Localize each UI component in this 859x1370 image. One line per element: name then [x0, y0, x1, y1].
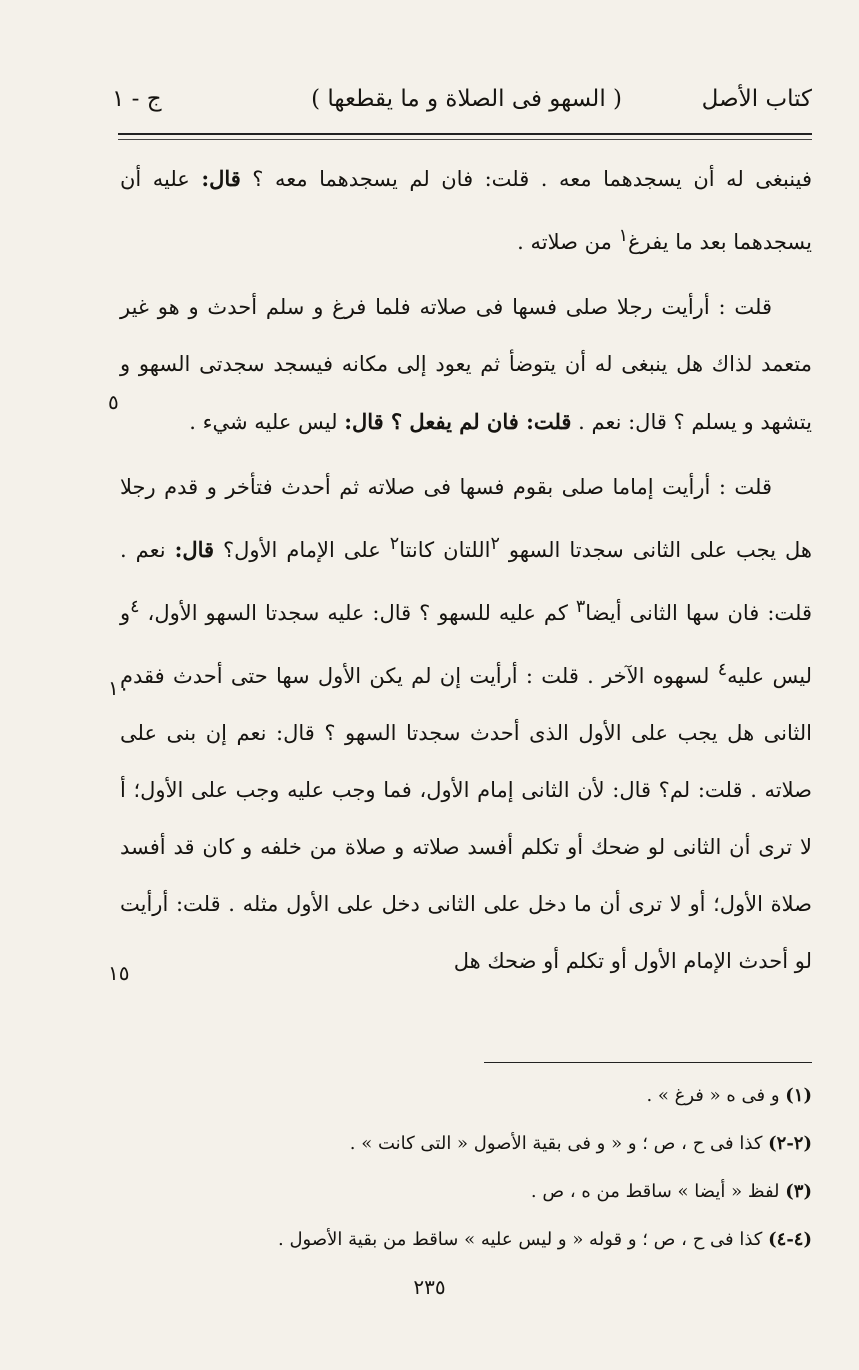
running-header: [112, 78, 812, 128]
footnote-ref: ٤: [717, 660, 728, 680]
footnote-rule: [484, 1062, 812, 1063]
paragraph-3: قلت : أرأيت إماما صلى بقوم فسها فى صلاته ثم أحدث فتأخر و قدم رجلا هل يجب على الثانى سجدتا السهو $^٢$اللتان كانتا$^٢$ على الإمام الأول؟ قال: نعم . قلت: فان سها الثانى أيضا$^٣$ كم عليه للسهو ؟ قال: عليه سجدتا السهو الأول، $^٤$و ليس عليه$^٤$ لسهوه الآخر . قلت : أرأيت إن لم يكن الأول سها حتى أحدث فقدم الثانى هل يجب على الأول الذى أحدث سجدتا السهو ؟ قال: نعم إن بنى على صلاته . قلت: لم؟ قال: لأن الثانى إمام الأول، فما وجب عليه وجب على الأول؛ أ لا ترى أن الثانى لو ضحك أو تكلم أفسد صلاته و صلاة من خلفه و كان قد أفسد صلاة الأول؛ أو لا ترى أن ما دخل على الثانى دخل على الأول مثله . قلت: أرأيت لو أحدث الإمام الأول أو تكلم أو ضحك هل: [120, 475, 813, 973]
book-title: كتاب الأصل: [701, 86, 812, 112]
volume-number: ج - ١: [112, 86, 162, 112]
chapter-title: ( السهو فى الصلاة و ما يقطعها ): [311, 86, 622, 112]
footnote-ref: ٤: [130, 597, 140, 617]
footnotes: [120, 1072, 812, 1264]
paragraph-2: قلت : أرأيت رجلا صلى فسها فى صلاته فلما فرغ و سلم أحدث و هو غير متعمد لذاك هل ينبغى له أن يتوضأ ثم يعود إلى مكانه فيسجد سجدتى السهو و يتشهد و يسلم ؟ قال: نعم . قلت: فان لم يفعل ؟ قال: ليس عليه شيء .: [120, 295, 812, 434]
header-rule: [118, 133, 812, 135]
footnote: (٤-٤) كذا فى ح ، ص ؛ و قوله « و ليس عليه » ساقط من بقية الأصول .: [278, 1229, 812, 1250]
footnote-ref: ٢: [389, 534, 400, 554]
footnote: (١) و فى ه « فرغ » .: [646, 1085, 812, 1106]
footnote-ref: ٣: [575, 597, 586, 617]
footnote: (٢-٢) كذا فى ح ، ص ؛ و « و فى بقية الأصول « التى كانت » .: [349, 1133, 812, 1154]
footnote-ref: ١: [618, 226, 628, 246]
page-number: ٢٣٥: [413, 1275, 446, 1299]
line-number-15: ١٥: [108, 961, 130, 985]
footnote: (٣) لفظ « أيضا » ساقط من ه ، ص .: [530, 1181, 812, 1202]
paragraph-1: فينبغى له أن يسجدهما معه . قلت: فان لم يسجدهما معه ؟ قال: عليه أن يسجدهما بعد ما يفرغ$^١$ من صلاته .: [120, 166, 812, 254]
line-number-5: ٥: [108, 390, 119, 414]
header-rule-thin: [118, 139, 812, 140]
main-text: [120, 150, 812, 990]
line-number-10: ١٠: [108, 676, 130, 700]
footnote-ref: ٢: [490, 534, 500, 554]
